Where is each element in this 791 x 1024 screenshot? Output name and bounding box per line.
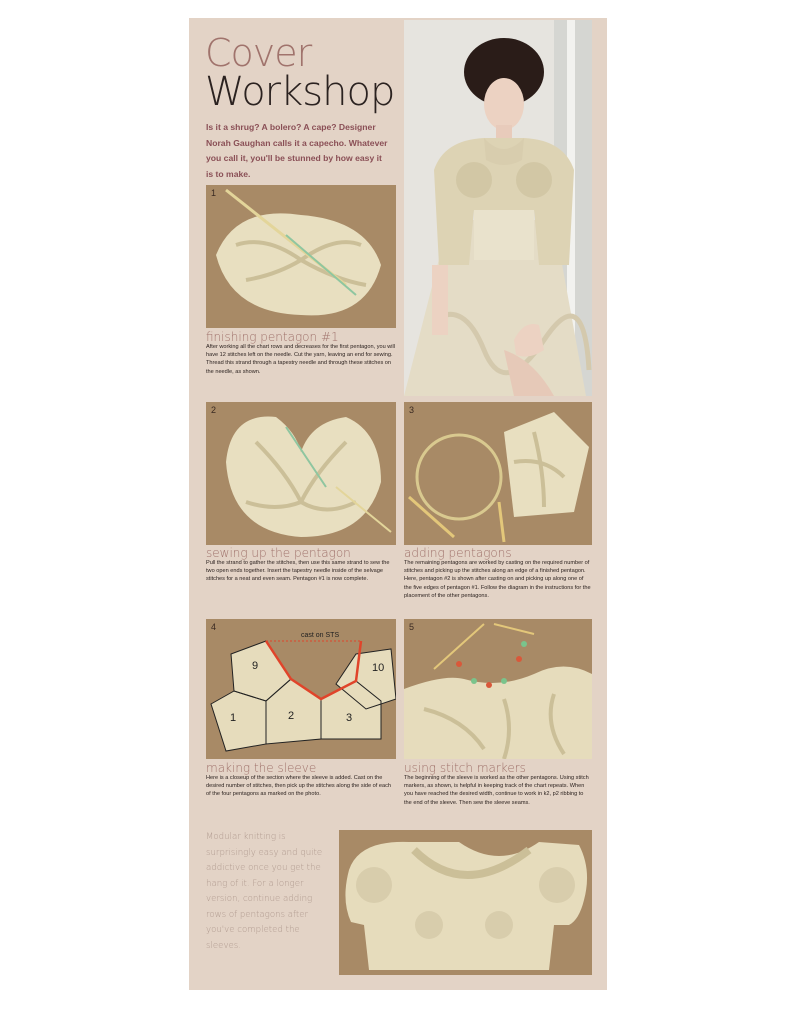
step-1-photo: [206, 185, 396, 328]
step-1-text: After working all the chart rows and decreases for the first pentagon, you will have 12 stitches left on the needle. Cut the yarn, leaving an end for sewing. Thread this strand through a tapestry needle and through these stitches on the needle, as shown.: [206, 344, 396, 375]
pentagon-label-3: 3: [346, 712, 353, 724]
step-3-caption: adding pentagons: [404, 546, 512, 560]
step-2-number: 2: [211, 405, 217, 415]
step-5-caption: using stitch markers: [404, 761, 526, 775]
intro-text: Is it a shrug? A bolero? A cape? Designer Norah Gaughan calls it a capecho. Whatever you call it, you'll be stunned by how easy it is to make.: [206, 122, 388, 179]
title-line-1: Cover: [205, 31, 312, 75]
step-4-text: Here is a closeup of the section where the sleeve is added. Cast on the desired number of stitches, then pick up the stitches along the side of each of the four pentagons as marked on the photo.: [206, 775, 392, 798]
pentagon-label-1: 1: [230, 712, 237, 724]
pentagon-label-9: 9: [252, 660, 259, 672]
step-2-photo: [206, 402, 396, 545]
model-photo: [404, 20, 592, 396]
step-3-photo: [404, 402, 592, 545]
step-5-text: The beginning of the sleeve is worked as the other pentagons. Using stitch markers, as shown, is helpful in keeping track of the chart repeats. When you have reached the desired width, continue to work in k2, p2 ribbing to the end of the sleeve. Then sew the sleeve seams.: [404, 775, 589, 806]
step-2-text: Pull the strand to gather the stitches, then use this same strand to sew the two open ends together. Insert the tapestry needle inside of the selvage stitches for a neat and even seam. Pentagon #1 is now complete.: [206, 560, 390, 583]
pentagon-label-10: 10: [372, 662, 385, 674]
step-4-photo: [206, 619, 396, 759]
step-2-caption: sewing up the pentagon: [206, 546, 351, 560]
step-3-number: 3: [409, 405, 415, 415]
sidebar-text: Modular knitting is surprisingly easy and quite addictive once you get the hang of it. For a longer version, continue adding rows of pentagons after you've completed the sleeves.: [206, 832, 323, 951]
pentagon-label-2: 2: [288, 710, 295, 722]
step-4-number: 4: [211, 622, 217, 632]
step-1-number: 1: [211, 188, 217, 198]
step-3-text: The remaining pentagons are worked by casting on the required number of stitches and picking up the stitches along an edge of a finished pentagon. Here, pentagon #2 is shown after casting on and picking up along one of the five edges of pentagon #1. Follow the diagram in the instructions for the placement of the other pentagons.: [404, 560, 591, 599]
step-5-number: 5: [409, 622, 415, 632]
step-1-caption: finishing pentagon #1: [206, 330, 339, 344]
step-5-photo: [404, 619, 592, 759]
step-4-caption: making the sleeve: [206, 761, 317, 775]
diagram-cast-on-label: cast on STS: [301, 632, 340, 639]
finished-garment-photo: [339, 830, 592, 975]
title-line-2: Workshop: [205, 69, 395, 115]
